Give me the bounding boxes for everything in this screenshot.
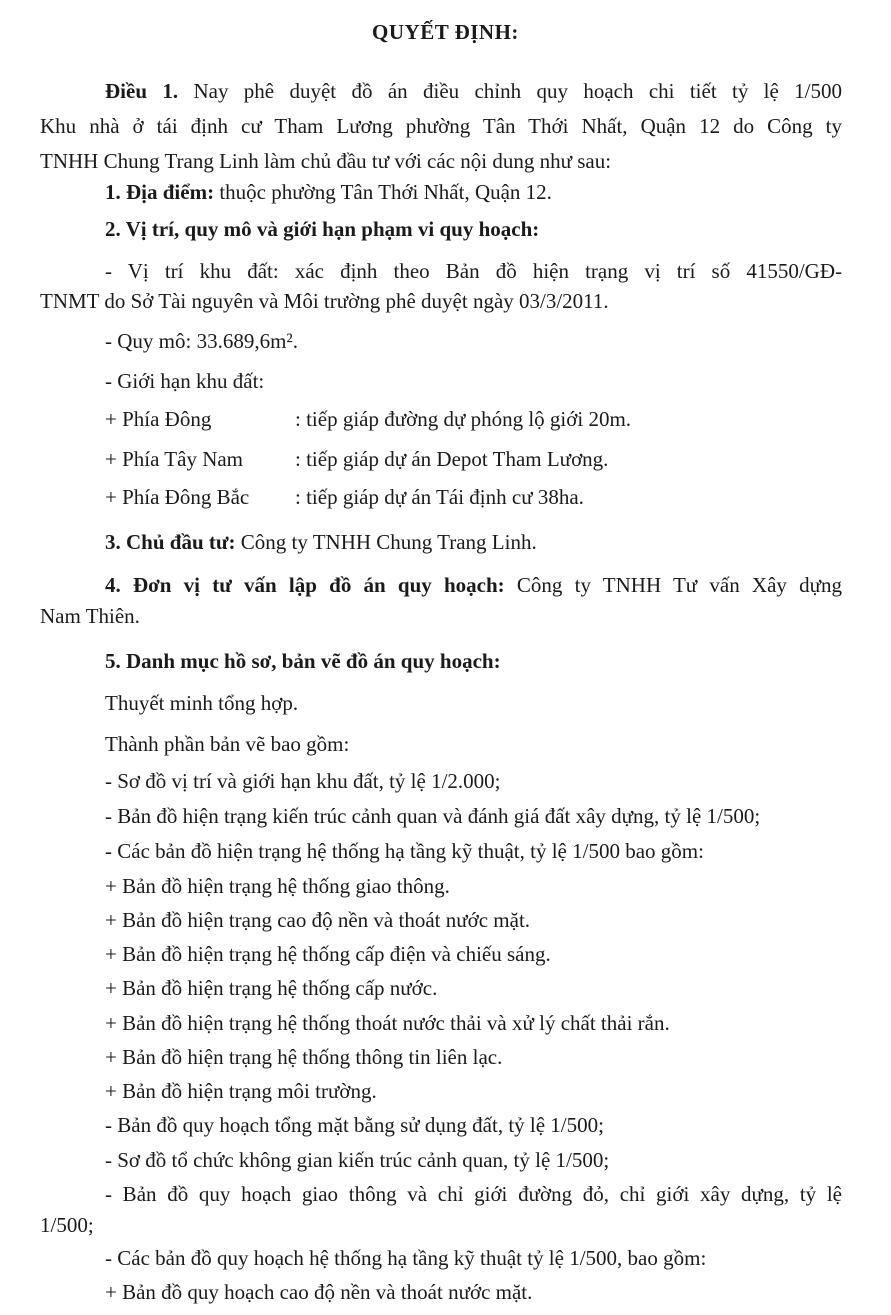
list-item: + Bản đồ hiện trạng cao độ nền và thoát nước mặt. — [105, 908, 531, 932]
traffic-plan-line-1: - Bản đồ quy hoạch giao thông và chỉ giới đường đỏ, chỉ giới xây dựng, tỷ lệ — [105, 1182, 842, 1206]
section-1-text: thuộc phường Tân Thới Nhất, Quận 12. — [219, 180, 552, 204]
decision-title: QUYẾT ĐỊNH: — [372, 20, 519, 44]
section-2-heading — [105, 216, 539, 242]
article-1-line-2: Khu nhà ở tái định cư Tham Lương phường Tân Thới Nhất, Quận 12 do Công ty — [40, 114, 842, 138]
section-3-label: 3. Chủ đầu tư: — [105, 530, 236, 554]
border-southwest-side: + Phía Tây Nam — [105, 447, 244, 471]
border-southwest-desc: : tiếp giáp dự án Depot Tham Lương. — [295, 447, 609, 471]
section-4-line-2: Nam Thiên. — [40, 604, 140, 628]
list-item: - Sơ đồ tổ chức không gian kiến trúc cảnh quan, tỷ lệ 1/500; — [105, 1148, 610, 1172]
section-4-label: 4. Đơn vị tư vấn lập đồ án quy hoạch: — [105, 573, 505, 597]
list-item: + Bản đồ hiện trạng môi trường. — [105, 1079, 377, 1103]
section-5-label: 5. Danh mục hồ sơ, bản vẽ đồ án quy hoạch: — [105, 649, 501, 673]
border-northeast-side: + Phía Đông Bắc — [105, 485, 250, 509]
list-item: - Sơ đồ vị trí và giới hạn khu đất, tỷ lệ 1/2.000; — [105, 769, 501, 793]
scale-line: - Quy mô: 33.689,6m². — [105, 329, 298, 353]
section-1-label: 1. Địa điểm: — [105, 180, 215, 204]
list-item: - Các bản đồ hiện trạng hệ thống hạ tầng kỹ thuật, tỷ lệ 1/500 bao gồm: — [105, 839, 704, 863]
list-item: + Bản đồ hiện trạng hệ thống thoát nước thải và xử lý chất thải rắn. — [105, 1011, 670, 1035]
list-item: - Các bản đồ quy hoạch hệ thống hạ tầng kỹ thuật tỷ lệ 1/500, bao gồm: — [105, 1246, 707, 1270]
border-east-desc: : tiếp giáp đường dự phóng lộ giới 20m. — [295, 407, 632, 431]
section-5-heading — [105, 648, 501, 674]
location-line-2: TNMT do Sở Tài nguyên và Môi trường phê duyệt ngày 03/3/2011. — [40, 289, 609, 313]
article-1-line-3: TNHH Chung Trang Linh làm chủ đầu tư với các nội dung như sau: — [40, 149, 612, 173]
article-1-line-1 — [105, 78, 842, 104]
section-3-text: Công ty TNHH Chung Trang Linh. — [240, 530, 537, 554]
list-item: + Bản đồ quy hoạch cao độ nền và thoát nước mặt. — [105, 1280, 533, 1304]
summary-explanation: Thuyết minh tổng hợp. — [105, 691, 299, 715]
list-item: + Bản đồ hiện trạng hệ thống cấp nước. — [105, 976, 438, 1000]
border-northeast-desc: : tiếp giáp dự án Tái định cư 38ha. — [295, 485, 584, 509]
border-east-side: + Phía Đông — [105, 407, 212, 431]
list-item: + Bản đồ hiện trạng hệ thống giao thông. — [105, 874, 450, 898]
section-4-line-1 — [105, 572, 842, 598]
article-1-label: Điều 1. — [105, 79, 179, 103]
list-item: + Bản đồ hiện trạng hệ thống thông tin liên lạc. — [105, 1045, 503, 1069]
drawing-components-heading: Thành phần bản vẽ bao gồm: — [105, 732, 350, 756]
traffic-plan-line-2: 1/500; — [40, 1213, 94, 1237]
section-4-text: Công ty TNHH Tư vấn Xây dựng — [516, 573, 843, 597]
list-item: + Bản đồ hiện trạng hệ thống cấp điện và chiếu sáng. — [105, 942, 551, 966]
list-item: - Bản đồ hiện trạng kiến trúc cảnh quan và đánh giá đất xây dựng, tỷ lệ 1/500; — [105, 804, 761, 828]
location-line-1: - Vị trí khu đất: xác định theo Bản đồ hiện trạng vị trí số 41550/GĐ- — [105, 259, 842, 283]
section-1 — [105, 179, 552, 205]
boundary-heading: - Giới hạn khu đất: — [105, 369, 265, 393]
article-1-text-1: Nay phê duyệt đồ án điều chỉnh quy hoạch chi tiết tỷ lệ 1/500 — [193, 79, 843, 103]
list-item: - Bản đồ quy hoạch tổng mặt bằng sử dụng đất, tỷ lệ 1/500; — [105, 1113, 604, 1137]
section-2-label: 2. Vị trí, quy mô và giới hạn phạm vi quy hoạch: — [105, 217, 540, 241]
section-3 — [105, 529, 537, 555]
